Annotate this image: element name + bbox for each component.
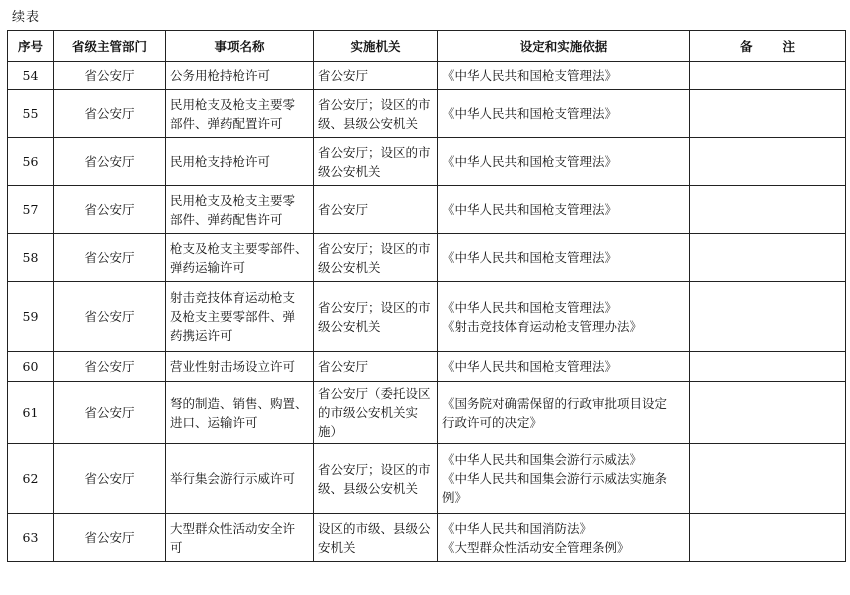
row-number: 62: [8, 444, 54, 514]
table-body: [8, 62, 846, 562]
row-agency: 省公安厅: [314, 62, 438, 90]
row-item-name: 民用枪支及枪支主要零 部件、弹药配置许可: [166, 90, 314, 138]
row-basis: 《中华人民共和国枪支管理法》: [438, 234, 690, 282]
table-row: [8, 234, 846, 282]
column-header-basis: 设定和实施依据: [438, 31, 690, 62]
row-item-name: 枪支及枪支主要零部件、 弹药运输许可: [166, 234, 314, 282]
row-number: 60: [8, 352, 54, 382]
row-agency: 设区的市级、县级公 安机关: [314, 514, 438, 562]
row-remark: [690, 186, 846, 234]
row-item-name: 民用枪支持枪许可: [166, 138, 314, 186]
row-department: 省公安厅: [54, 444, 166, 514]
row-remark: [690, 62, 846, 90]
row-department: 省公安厅: [54, 352, 166, 382]
column-header-agency: 实施机关: [314, 31, 438, 62]
row-basis: 《中华人民共和国枪支管理法》: [438, 90, 690, 138]
row-item-name: 公务用枪持枪许可: [166, 62, 314, 90]
row-remark: [690, 352, 846, 382]
row-department: 省公安厅: [54, 186, 166, 234]
row-department: 省公安厅: [54, 90, 166, 138]
table-row: [8, 282, 846, 352]
row-department: 省公安厅: [54, 234, 166, 282]
column-header-dept: 省级主管部门: [54, 31, 166, 62]
column-header-remark: 备注: [690, 31, 846, 62]
row-number: 55: [8, 90, 54, 138]
row-department: 省公安厅: [54, 382, 166, 444]
row-basis: 《中华人民共和国枪支管理法》 《射击竞技体育运动枪支管理办法》: [438, 282, 690, 352]
row-remark: [690, 444, 846, 514]
table-row: [8, 90, 846, 138]
row-item-name: 民用枪支及枪支主要零 部件、弹药配售许可: [166, 186, 314, 234]
permit-table: [7, 30, 846, 562]
column-header-item: 事项名称: [166, 31, 314, 62]
table-row: [8, 382, 846, 444]
row-number: 61: [8, 382, 54, 444]
row-remark: [690, 514, 846, 562]
row-agency: 省公安厅；设区的市 级公安机关: [314, 138, 438, 186]
row-agency: 省公安厅；设区的市 级公安机关: [314, 282, 438, 352]
row-basis: 《中华人民共和国枪支管理法》: [438, 186, 690, 234]
row-basis: 《中华人民共和国枪支管理法》: [438, 62, 690, 90]
row-item-name: 大型群众性活动安全许 可: [166, 514, 314, 562]
row-basis: 《中华人民共和国枪支管理法》: [438, 138, 690, 186]
row-agency: 省公安厅；设区的市 级、县级公安机关: [314, 444, 438, 514]
row-remark: [690, 234, 846, 282]
row-number: 58: [8, 234, 54, 282]
row-item-name: 弩的制造、销售、购置、 进口、运输许可: [166, 382, 314, 444]
table-row: [8, 186, 846, 234]
table-row: [8, 352, 846, 382]
row-number: 57: [8, 186, 54, 234]
row-remark: [690, 90, 846, 138]
row-number: 59: [8, 282, 54, 352]
row-department: 省公安厅: [54, 514, 166, 562]
row-remark: [690, 282, 846, 352]
table-row: [8, 514, 846, 562]
row-remark: [690, 138, 846, 186]
table-row: [8, 138, 846, 186]
table-header-row: [8, 31, 846, 62]
row-number: 54: [8, 62, 54, 90]
row-basis: 《中华人民共和国枪支管理法》: [438, 352, 690, 382]
row-number: 63: [8, 514, 54, 562]
row-basis: 《中华人民共和国集会游行示威法》 《中华人民共和国集会游行示威法实施条 例》: [438, 444, 690, 514]
row-agency: 省公安厅；设区的市 级、县级公安机关: [314, 90, 438, 138]
row-basis: 《中华人民共和国消防法》 《大型群众性活动安全管理条例》: [438, 514, 690, 562]
row-agency: 省公安厅；设区的市 级公安机关: [314, 234, 438, 282]
column-header-no: 序号: [8, 31, 54, 62]
table-row: [8, 62, 846, 90]
row-agency: 省公安厅: [314, 186, 438, 234]
page-caption: 续表: [12, 10, 41, 25]
row-item-name: 营业性射击场设立许可: [166, 352, 314, 382]
row-department: 省公安厅: [54, 62, 166, 90]
table-row: [8, 444, 846, 514]
row-agency: 省公安厅（委托设区 的市级公安机关实施）: [314, 382, 438, 444]
row-department: 省公安厅: [54, 282, 166, 352]
row-item-name: 举行集会游行示威许可: [166, 444, 314, 514]
row-remark: [690, 382, 846, 444]
row-agency: 省公安厅: [314, 352, 438, 382]
row-number: 56: [8, 138, 54, 186]
row-basis: 《国务院对确需保留的行政审批项目设定 行政许可的决定》: [438, 382, 690, 444]
row-item-name: 射击竞技体育运动枪支 及枪支主要零部件、弹 药携运许可: [166, 282, 314, 352]
row-department: 省公安厅: [54, 138, 166, 186]
